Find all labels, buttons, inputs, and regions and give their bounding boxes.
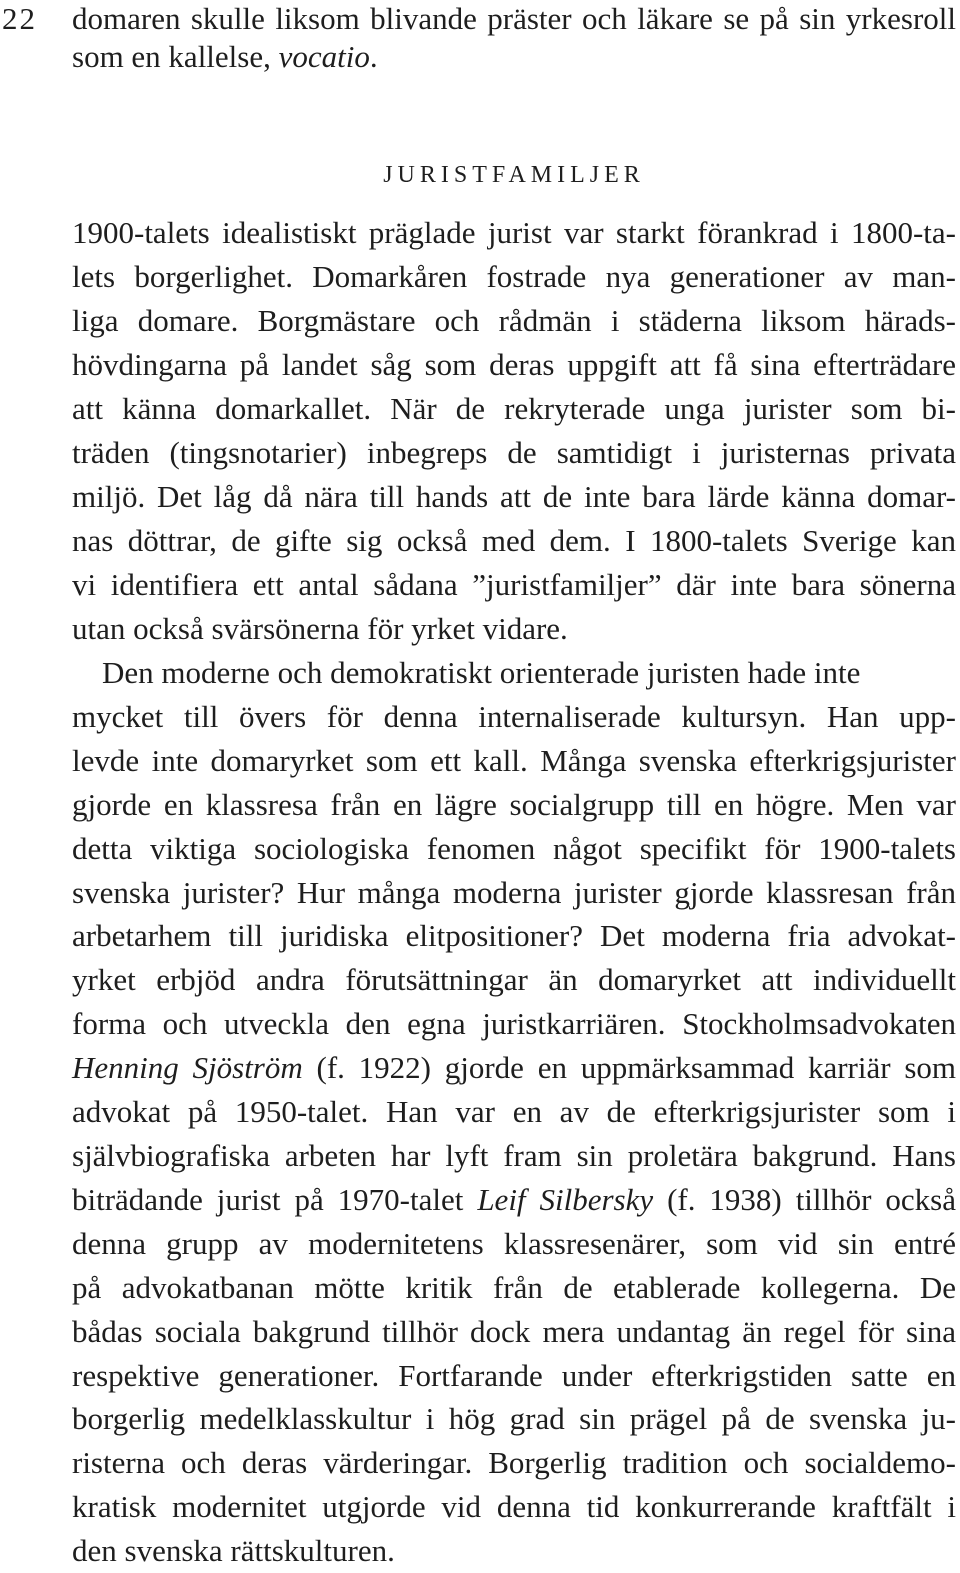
text-segment: utan också svärsönerna för yrket vidare.	[72, 611, 568, 646]
text-line	[72, 1002, 956, 1046]
text-line	[72, 827, 956, 871]
text-line	[72, 1178, 956, 1222]
text-segment: advokat på 1950-talet. Han var en av de efterkrigsjurister som i	[72, 1094, 956, 1129]
text-line	[72, 914, 956, 958]
text-line	[72, 958, 956, 1002]
text-line	[72, 387, 956, 431]
text-segment: självbiografiska arbeten har lyft fram sin proletära bakgrund. Hans	[72, 1138, 956, 1173]
text-segment: arbetarhem till juridiska elitpositioner? Det moderna fria advokat-	[72, 918, 956, 953]
text-line	[72, 1310, 956, 1354]
text-line	[72, 1090, 956, 1134]
text-line	[72, 1529, 956, 1573]
text-segment: som en kallelse,	[72, 39, 279, 74]
text-line	[72, 1134, 956, 1178]
text-line	[72, 871, 956, 915]
text-segment: yrket erbjöd andra förutsättningar än domaryrket att individuellt	[72, 962, 956, 997]
text-line	[72, 1222, 956, 1266]
text-line	[72, 431, 956, 475]
text-segment: risterna och deras värderingar. Borgerlig tradition och socialdemo-	[72, 1445, 956, 1480]
text-line	[72, 211, 956, 255]
text-line	[72, 35, 956, 79]
text-line	[72, 739, 956, 783]
text-segment: miljö. Det låg då nära till hands att de inte bara lärde känna domar-	[72, 479, 956, 514]
text-line	[102, 651, 956, 695]
text-line	[72, 695, 956, 739]
text-segment: forma och utveckla den egna juristkarriären. Stockholmsadvokaten	[72, 1006, 956, 1041]
text-segment: (f. 1922) gjorde en uppmärksammad karriär som	[302, 1050, 956, 1085]
text-line	[72, 783, 956, 827]
text-segment: 1900-talets idealistiskt präglade jurist var starkt förankrad i 1800-ta-	[72, 215, 956, 250]
text-segment: (f. 1938) tillhör också	[653, 1182, 957, 1217]
text-segment: denna grupp av modernitetens klassresenärer, som vid sin entré	[72, 1226, 956, 1261]
text-segment: vi identifiera ett antal sådana ”juristfamiljer” där inte bara sönerna	[72, 567, 956, 602]
text-line	[72, 1266, 956, 1310]
text-segment: .	[369, 39, 378, 74]
italic-name: vocatio	[278, 39, 370, 74]
text-segment: borgerlig medelklasskultur i hög grad sin prägel på de svenska ju-	[72, 1401, 956, 1436]
text-segment: Den moderne och demokratiskt orienterade juristen hade inte	[102, 655, 861, 690]
text-segment: träden (tingsnotarier) inbegreps de samtidigt i juristernas privata	[72, 435, 956, 470]
text-line	[72, 299, 956, 343]
text-segment: mycket till övers för denna internaliserade kultursyn. Han upp-	[72, 699, 956, 734]
text-line	[72, 1354, 956, 1398]
text-line	[72, 255, 956, 299]
italic-name: Leif Silbersky	[477, 1182, 654, 1217]
text-line	[72, 1046, 956, 1090]
text-line	[72, 475, 956, 519]
text-segment: att känna domarkallet. När de rekryterade unga jurister som bi-	[72, 391, 956, 426]
text-line	[72, 607, 956, 651]
text-segment: nas döttrar, de gifte sig också med dem. I 1800-talets Sverige kan	[72, 523, 956, 558]
text-line	[72, 519, 956, 563]
italic-name: Henning Sjöström	[72, 1050, 303, 1085]
text-line	[72, 343, 956, 387]
text-segment: gjorde en klassresa från en lägre socialgrupp till en högre. Men var	[72, 787, 956, 822]
text-segment: bådas sociala bakgrund tillhör dock mera undantag än regel för sina	[72, 1314, 956, 1349]
text-segment: domaren skulle liksom blivande präster och läkare se på sin yrkesroll	[72, 1, 956, 36]
text-segment: biträdande jurist på 1970-talet	[72, 1182, 478, 1217]
text-line	[72, 563, 956, 607]
page-number: 22	[2, 1, 37, 36]
text-segment: detta viktiga sociologiska fenomen något specifikt för 1900-talets	[72, 831, 956, 866]
text-segment: lets borgerlighet. Domarkåren fostrade nya generationer av man-	[72, 259, 956, 294]
text-segment: liga domare. Borgmästare och rådmän i städerna liksom härads-	[72, 303, 956, 338]
section-heading: JURISTFAMILJER	[383, 162, 645, 188]
text-segment: kratisk modernitet utgjorde vid denna tid konkurrerande kraftfält i	[72, 1489, 956, 1524]
text-segment: levde inte domaryrket som ett kall. Många svenska efterkrigsjurister	[72, 743, 956, 778]
text-segment: hövdingarna på landet såg som deras uppgift att få sina efterträdare	[72, 347, 956, 382]
text-segment: på advokatbanan mötte kritik från de etablerade kollegerna. De	[72, 1270, 956, 1305]
text-line	[72, 1441, 956, 1485]
text-segment: den svenska rättskulturen.	[72, 1533, 395, 1568]
text-line	[72, 1485, 956, 1529]
text-segment: svenska jurister? Hur många moderna jurister gjorde klassresan från	[72, 875, 956, 910]
text-segment: respektive generationer. Fortfarande under efterkrigstiden satte en	[72, 1358, 956, 1393]
text-line	[72, 1397, 956, 1441]
